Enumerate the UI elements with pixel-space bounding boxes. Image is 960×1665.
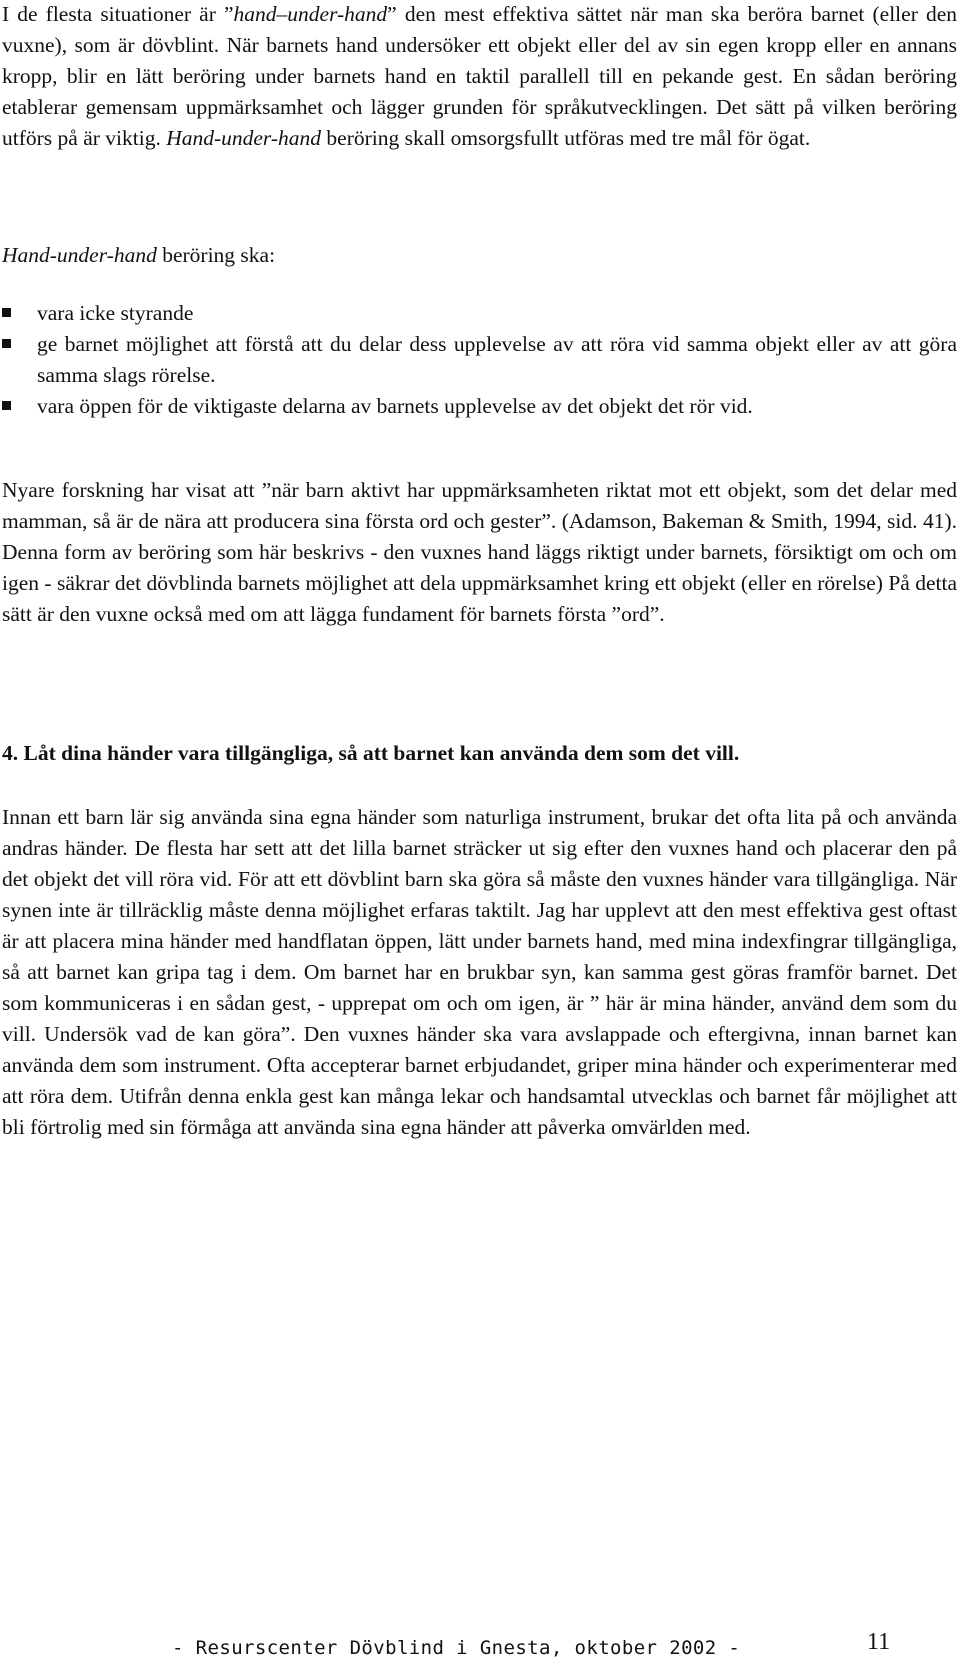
intro-paragraph xyxy=(2,0,957,154)
intro-text-3: beröring skall omsorgsfullt utföras med tre mål för ögat. xyxy=(321,126,811,150)
list-item-text: ge barnet möjlighet att förstå att du delar dess upplevelse av att röra vid samma objekt eller av att göra samma slags rörelse. xyxy=(37,332,957,387)
list-item xyxy=(2,329,957,391)
list-item-text: vara öppen för de viktigaste delarna av barnets upplevelse av det objekt det rör vid. xyxy=(37,394,753,418)
page-footer: - Resurscenter Dövblind i Gnesta, oktober 2002 - xyxy=(172,1637,741,1659)
square-bullet-icon xyxy=(2,339,11,348)
intro-text-1: I de flesta situationer är ” xyxy=(2,2,234,26)
intro-text-2: ” den mest effektiva sättet när man ska beröra barnet (eller den vuxne), som är dövblint. När barnets hand undersöker ett objekt eller del av sin egen kropp eller en annans kropp, blir en lätt beröring under barnets hand en taktil parallell till en pekande gest. En sådan beröring etablerar gemensam uppmärksamhet och lägger grunden för språkutvecklingen. Det sätt på vilken beröring utförs på är viktig. xyxy=(2,2,958,150)
list-item xyxy=(2,391,957,422)
intro-emphasis-2: Hand-under-hand xyxy=(166,126,322,150)
square-bullet-icon xyxy=(2,308,11,317)
list-item xyxy=(2,298,957,329)
hands-paragraph: Innan ett barn lär sig använda sina egna händer som naturliga instrument, brukar det ofta lita på och använda andras händer. De flesta har sett att det lilla barnet sträcker ut sig efter den vuxnes hand och placerar den på det objekt det vill röra vid. För att ett dövblint barn ska göra så måste den vuxnes händer vara tillgängliga. När synen inte är tillräcklig måste denna möjlighet erfaras taktilt. Jag har upplevt att den mest effektiva gest oftast är att placera mina händer med handflatan öppen, lätt under barnets hand, med mina indexfingrar tillgängliga, så att barnet kan gripa tag i dem. Om barnet har en brukbar syn, kan samma gest göras framför barnet. Det som kommuniceras i en sådan gest, - upprepat om och om igen, är ” här är mina händer, använd dem som du vill. Undersök vad de kan göra”. Den vuxnes händer ska vara avslappade och eftergivna, innan barnet kan använda dem som instrument. Ofta accepterar barnet erbjudandet, griper mina händer och experimenterar med att röra dem. Utifrån denna enkla gest kan många lekar och handsamtal utvecklas och barnet får möjlighet att bli förtrolig med sin förmåga att använda sina egna händer att påverka omvärlden med. xyxy=(2,805,957,1139)
list-item-text: vara icke styrande xyxy=(37,301,194,325)
square-bullet-icon xyxy=(2,401,11,410)
bullet-list xyxy=(2,298,957,422)
page-number: 11 xyxy=(867,1629,891,1655)
research-paragraph: Nyare forskning har visat att ”när barn aktivt har uppmärksamheten riktat mot ett objekt, som det delar med mamman, så är de nära att producera sina första ord och gester”. (Adamson, Bakeman & Smith, 1994, sid. 41). Denna form av beröring som här beskrivs - den vuxnes hand läggs riktigt under barnets, försiktigt om och om igen - säkrar det dövblinda barnets möjlighet att dela uppmärksamhet kring ett objekt (eller en rörelse) På detta sätt är den vuxne också med om att lägga fundament för barnets första ”ord”. xyxy=(2,478,957,626)
lead-emphasis: Hand-under-hand xyxy=(2,243,157,267)
section-heading: 4. Låt dina händer vara tillgängliga, så att barnet kan använda dem som det vill. xyxy=(2,741,740,765)
intro-emphasis-1: hand–under-hand xyxy=(233,2,388,26)
lead-text: beröring ska: xyxy=(156,243,276,267)
bullet-lead-paragraph xyxy=(2,240,957,271)
